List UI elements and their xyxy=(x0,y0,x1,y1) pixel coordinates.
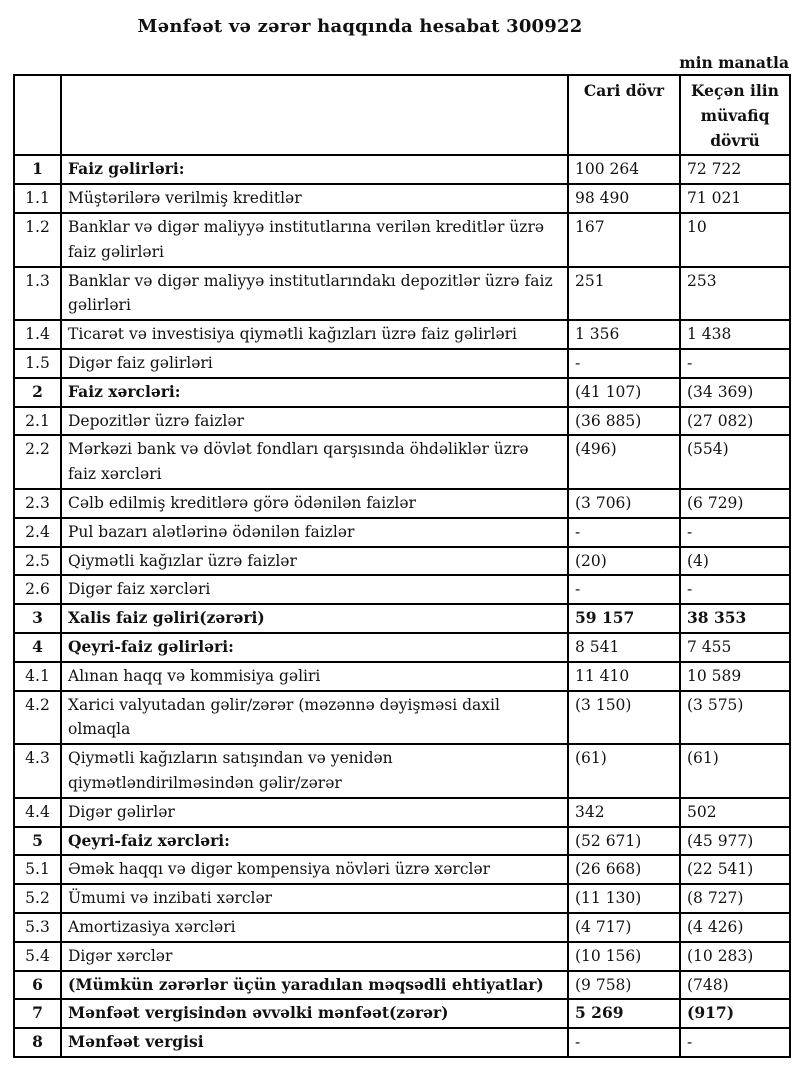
row-number-cell: 2.4 xyxy=(14,518,61,547)
row-number-cell: 4.1 xyxy=(14,662,61,691)
table-row xyxy=(14,744,790,798)
row-previous-value-cell: 10 xyxy=(680,213,790,267)
page-title: Mənfəət və zərər haqqında hesabat 300922 xyxy=(137,16,583,37)
header-previous-period: Keçən ilin müvafiq dövrü xyxy=(680,75,790,155)
row-previous-value-cell: (8 727) xyxy=(680,884,790,913)
row-number-cell: 5.3 xyxy=(14,913,61,942)
row-number-cell: 4.2 xyxy=(14,691,61,745)
row-current-value-cell: - xyxy=(568,1028,680,1057)
row-previous-value-cell: 38 353 xyxy=(680,604,790,633)
header-current-period: Cari dövr xyxy=(568,75,680,155)
row-previous-value-cell: (4 426) xyxy=(680,913,790,942)
row-current-value-cell: - xyxy=(568,349,680,378)
table-row xyxy=(14,971,790,1000)
row-number-cell: 4 xyxy=(14,633,61,662)
row-previous-value-cell: (10 283) xyxy=(680,942,790,971)
row-previous-value-cell: (61) xyxy=(680,744,790,798)
row-current-value-cell: (4 717) xyxy=(568,913,680,942)
table-row xyxy=(14,913,790,942)
row-label-cell: Alınan haqq və kommisiya gəliri xyxy=(61,662,568,691)
header-label-cell xyxy=(61,75,568,155)
row-previous-value-cell: 502 xyxy=(680,798,790,827)
row-previous-value-cell: 7 455 xyxy=(680,633,790,662)
row-previous-value-cell: (45 977) xyxy=(680,827,790,856)
unit-note: min manatla xyxy=(679,53,789,72)
row-current-value-cell: (9 758) xyxy=(568,971,680,1000)
row-label-cell: Əmək haqqı və digər kompensiya növləri üzrə xərclər xyxy=(61,855,568,884)
row-label-cell: Mənfəət vergisindən əvvəlki mənfəət(zərər) xyxy=(61,999,568,1028)
row-number-cell: 2 xyxy=(14,378,61,407)
row-previous-value-cell: (6 729) xyxy=(680,489,790,518)
row-current-value-cell: 100 264 xyxy=(568,155,680,184)
row-label-cell: Amortizasiya xərcləri xyxy=(61,913,568,942)
row-current-value-cell: 59 157 xyxy=(568,604,680,633)
row-label-cell: Ümumi və inzibati xərclər xyxy=(61,884,568,913)
row-label-cell: Qiymətli kağızların satışından və yenidən qiymətləndirilməsindən gəlir/zərər xyxy=(61,744,568,798)
row-number-cell: 5.2 xyxy=(14,884,61,913)
row-previous-value-cell: 1 438 xyxy=(680,320,790,349)
row-label-cell: Xalis faiz gəliri(zərəri) xyxy=(61,604,568,633)
row-current-value-cell: (41 107) xyxy=(568,378,680,407)
row-current-value-cell: (52 671) xyxy=(568,827,680,856)
row-current-value-cell: 251 xyxy=(568,267,680,321)
table-row xyxy=(14,942,790,971)
report-page xyxy=(0,16,800,1058)
table-row xyxy=(14,320,790,349)
row-number-cell: 5.4 xyxy=(14,942,61,971)
row-number-cell: 1.2 xyxy=(14,213,61,267)
row-label-cell: Faiz gəlirləri: xyxy=(61,155,568,184)
row-number-cell: 2.5 xyxy=(14,547,61,576)
table-row xyxy=(14,184,790,213)
row-label-cell: Faiz xərcləri: xyxy=(61,378,568,407)
row-number-cell: 2.1 xyxy=(14,407,61,436)
row-label-cell: Cəlb edilmiş kreditlərə görə ödənilən faizlər xyxy=(61,489,568,518)
table-row xyxy=(14,407,790,436)
row-previous-value-cell: 72 722 xyxy=(680,155,790,184)
row-number-cell: 1.3 xyxy=(14,267,61,321)
header-number-cell xyxy=(14,75,61,155)
row-current-value-cell: (26 668) xyxy=(568,855,680,884)
table-row xyxy=(14,267,790,321)
row-label-cell: Banklar və digər maliyyə institutlarındakı depozitlər üzrə faiz gəlirləri xyxy=(61,267,568,321)
table-row xyxy=(14,884,790,913)
row-previous-value-cell: 71 021 xyxy=(680,184,790,213)
table-row xyxy=(14,827,790,856)
header-row xyxy=(14,75,790,155)
row-current-value-cell: - xyxy=(568,575,680,604)
row-current-value-cell: 1 356 xyxy=(568,320,680,349)
row-number-cell: 4.4 xyxy=(14,798,61,827)
row-previous-value-cell: - xyxy=(680,518,790,547)
row-number-cell: 8 xyxy=(14,1028,61,1057)
row-label-cell: Pul bazarı alətlərinə ödənilən faizlər xyxy=(61,518,568,547)
table-row xyxy=(14,662,790,691)
row-previous-value-cell: 253 xyxy=(680,267,790,321)
row-current-value-cell: (10 156) xyxy=(568,942,680,971)
table-row xyxy=(14,999,790,1028)
row-current-value-cell: - xyxy=(568,518,680,547)
table-row xyxy=(14,633,790,662)
row-label-cell: Mənfəət vergisi xyxy=(61,1028,568,1057)
row-current-value-cell: (36 885) xyxy=(568,407,680,436)
row-current-value-cell: (20) xyxy=(568,547,680,576)
row-number-cell: 2.3 xyxy=(14,489,61,518)
row-current-value-cell: 342 xyxy=(568,798,680,827)
table-row xyxy=(14,547,790,576)
table-row xyxy=(14,435,790,489)
row-number-cell: 4.3 xyxy=(14,744,61,798)
table-row xyxy=(14,489,790,518)
row-number-cell: 1.4 xyxy=(14,320,61,349)
table-row xyxy=(14,378,790,407)
table-row xyxy=(14,798,790,827)
row-number-cell: 7 xyxy=(14,999,61,1028)
row-previous-value-cell: (27 082) xyxy=(680,407,790,436)
row-number-cell: 2.6 xyxy=(14,575,61,604)
row-number-cell: 1.1 xyxy=(14,184,61,213)
row-label-cell: Depozitlər üzrə faizlər xyxy=(61,407,568,436)
row-current-value-cell: 8 541 xyxy=(568,633,680,662)
row-label-cell: Digər xərclər xyxy=(61,942,568,971)
row-current-value-cell: 5 269 xyxy=(568,999,680,1028)
table-row xyxy=(14,575,790,604)
table-row xyxy=(14,855,790,884)
row-previous-value-cell: (4) xyxy=(680,547,790,576)
profit-loss-table xyxy=(13,74,791,1058)
row-number-cell: 1.5 xyxy=(14,349,61,378)
row-label-cell: Digər faiz gəlirləri xyxy=(61,349,568,378)
row-current-value-cell: (3 706) xyxy=(568,489,680,518)
row-previous-value-cell: 10 589 xyxy=(680,662,790,691)
row-number-cell: 6 xyxy=(14,971,61,1000)
row-previous-value-cell: - xyxy=(680,349,790,378)
row-previous-value-cell: (3 575) xyxy=(680,691,790,745)
row-previous-value-cell: - xyxy=(680,575,790,604)
row-current-value-cell: (3 150) xyxy=(568,691,680,745)
row-label-cell: Xarici valyutadan gəlir/zərər (məzənnə dəyişməsi daxil olmaqla xyxy=(61,691,568,745)
row-label-cell: Qiymətli kağızlar üzrə faizlər xyxy=(61,547,568,576)
row-current-value-cell: (61) xyxy=(568,744,680,798)
row-previous-value-cell: (917) xyxy=(680,999,790,1028)
row-previous-value-cell: (554) xyxy=(680,435,790,489)
row-label-cell: Digər gəlirlər xyxy=(61,798,568,827)
row-label-cell: Digər faiz xərcləri xyxy=(61,575,568,604)
row-previous-value-cell: (34 369) xyxy=(680,378,790,407)
row-current-value-cell: (496) xyxy=(568,435,680,489)
row-label-cell: (Mümkün zərərlər üçün yaradılan məqsədli ehtiyatlar) xyxy=(61,971,568,1000)
row-number-cell: 1 xyxy=(14,155,61,184)
table-row xyxy=(14,1028,790,1057)
report-table-body xyxy=(14,155,790,1057)
row-previous-value-cell: (748) xyxy=(680,971,790,1000)
row-label-cell: Ticarət və investisiya qiymətli kağızları üzrə faiz gəlirləri xyxy=(61,320,568,349)
row-current-value-cell: 98 490 xyxy=(568,184,680,213)
table-row xyxy=(14,213,790,267)
row-number-cell: 2.2 xyxy=(14,435,61,489)
row-current-value-cell: (11 130) xyxy=(568,884,680,913)
row-previous-value-cell: (22 541) xyxy=(680,855,790,884)
row-label-cell: Müştərilərə verilmiş kreditlər xyxy=(61,184,568,213)
row-previous-value-cell: - xyxy=(680,1028,790,1057)
row-label-cell: Mərkəzi bank və dövlət fondları qarşısında öhdəliklər üzrə faiz xərcləri xyxy=(61,435,568,489)
row-number-cell: 5.1 xyxy=(14,855,61,884)
row-current-value-cell: 11 410 xyxy=(568,662,680,691)
table-row xyxy=(14,155,790,184)
row-number-cell: 3 xyxy=(14,604,61,633)
row-label-cell: Banklar və digər maliyyə institutlarına verilən kreditlər üzrə faiz gəlirləri xyxy=(61,213,568,267)
table-row xyxy=(14,349,790,378)
table-row xyxy=(14,604,790,633)
row-label-cell: Qeyri-faiz xərcləri: xyxy=(61,827,568,856)
table-row xyxy=(14,691,790,745)
row-number-cell: 5 xyxy=(14,827,61,856)
table-row xyxy=(14,518,790,547)
row-label-cell: Qeyri-faiz gəlirləri: xyxy=(61,633,568,662)
row-current-value-cell: 167 xyxy=(568,213,680,267)
